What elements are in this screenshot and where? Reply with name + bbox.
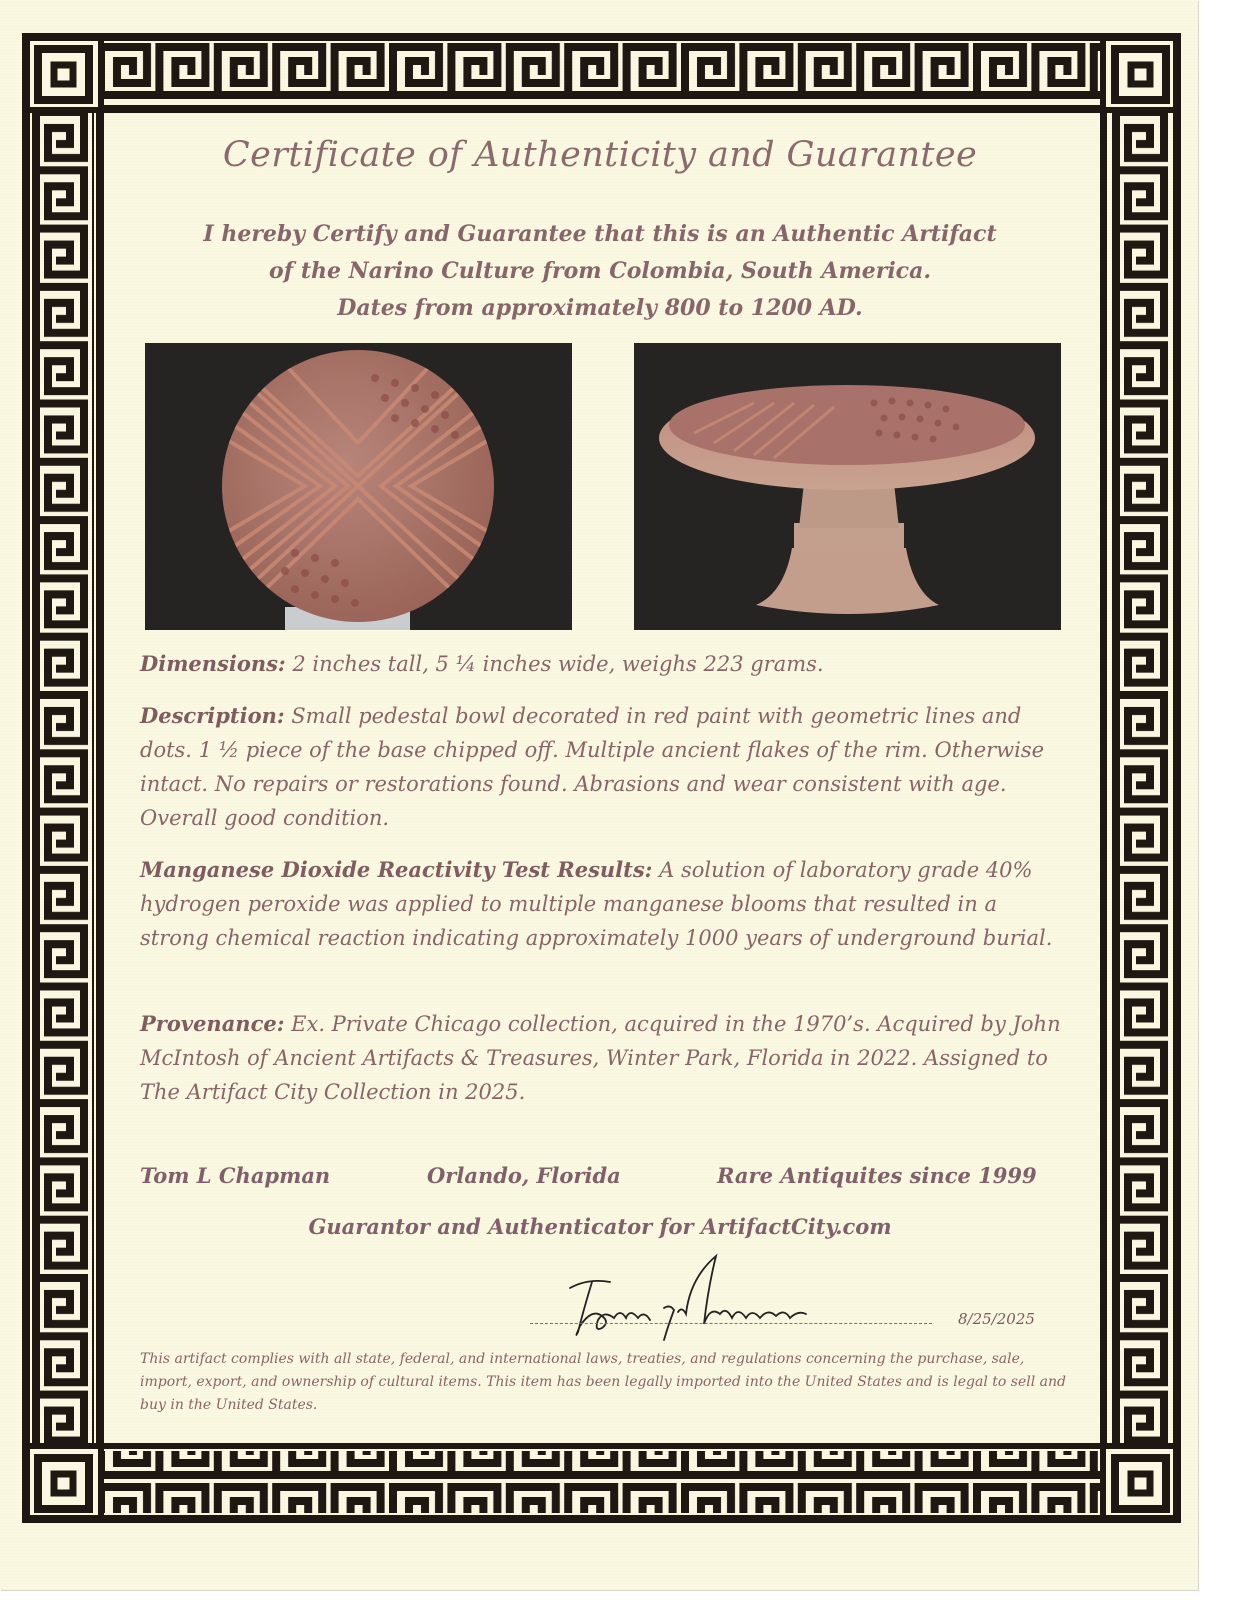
- certification-statement: [100, 216, 1100, 327]
- dimensions-label: Dimensions:: [140, 651, 286, 676]
- description-label: Description:: [140, 703, 285, 728]
- bowl-top-view-photo: [145, 343, 572, 630]
- signatory-location: Orlando, Florida: [427, 1163, 621, 1188]
- signature-line: [530, 1323, 932, 1324]
- dimensions-text: 2 inches tall, 5 ¼ inches wide, weighs 223 grams.: [285, 652, 824, 676]
- handwritten-signature: [540, 1248, 840, 1343]
- intro-line: Dates from approximately 800 to 1200 AD.: [337, 295, 863, 321]
- provenance-section: [140, 1007, 1070, 1109]
- intro-line: of the Narino Culture from Colombia, South America.: [269, 258, 931, 284]
- intro-line: I hereby Certify and Guarantee that this is an Authentic Artifact: [203, 221, 997, 247]
- legal-compliance-notice: This artifact complies with all state, federal, and international laws, treaties, and regulations concerning the purchase, sale, import, export, and ownership of cultural items. This item has been legally imported into the United States and is legal to sell and buy in the United States.: [140, 1351, 1066, 1413]
- description-section: [140, 699, 1070, 835]
- certificate-body: [100, 110, 1100, 1445]
- signatory-info-row: [140, 1163, 1060, 1195]
- bowl-side-view-photo: [634, 343, 1061, 630]
- dimensions-section: [140, 647, 1070, 681]
- manganese-test-section: [140, 853, 1070, 955]
- signature-date: 8/25/2025: [958, 1310, 1035, 1328]
- provenance-label: Provenance:: [140, 1011, 285, 1036]
- signatory-name: Tom L Chapman: [140, 1163, 331, 1188]
- certificate-title: Certificate of Authenticity and Guarantee: [222, 135, 978, 175]
- description-text: Small pedestal bowl decorated in red paint with geometric lines and dots. 1 ½ piece of the base chipped off. Multiple ancient flakes of the rim. Otherwise intact. No repairs or restorations found. Abrasions and wear consistent with age. Overall good condition.: [140, 704, 1045, 830]
- provenance-text: Ex. Private Chicago collection, acquired in the 1970’s. Acquired by John McIntosh of Ancient Artifacts & Treasures, Winter Park, Florida in 2022. Assigned to The Artifact City Collection in 2025.: [140, 1012, 1061, 1104]
- manganese-test-text: A solution of laboratory grade 40% hydrogen peroxide was applied to multiple manganese blooms that resulted in a strong chemical reaction indicating approximately 1000 years of underground burial.: [140, 858, 1053, 950]
- guarantor-role: Guarantor and Authenticator for ArtifactCity.com: [308, 1214, 892, 1239]
- signatory-since: Rare Antiquites since 1999: [717, 1163, 1037, 1188]
- manganese-test-label: Manganese Dioxide Reactivity Test Results:: [140, 857, 653, 882]
